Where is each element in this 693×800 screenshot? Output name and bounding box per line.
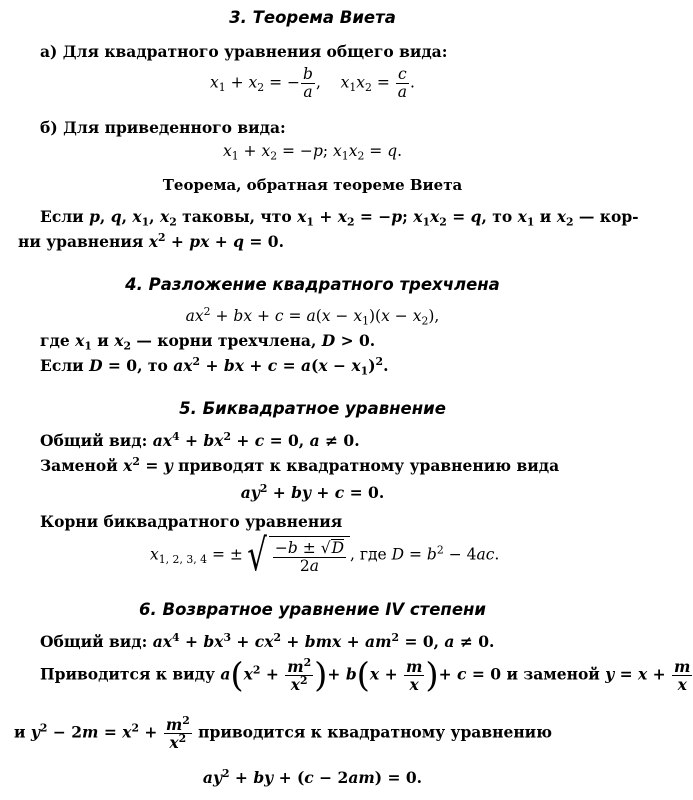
s3-b-text: б) Для приведенного вида: <box>40 118 286 137</box>
section-4-title: 4. Разложение квадратного трехчлена <box>125 275 500 294</box>
section-3-title: 3. Теорема Виета <box>229 8 396 27</box>
s4-formula-factor: $ax^2$ + bx + $c = a(x - x_1)(x - x_2)$, <box>185 305 440 328</box>
s5-quadratic-formula: $ay^2$ + by + c = 0. <box>240 482 385 502</box>
s6-final-formula: $ay^2$ + by + (c − 2am) = 0. <box>202 767 423 787</box>
s3-converse-line2: ни уравнения $x^2$ + px + q = 0. <box>18 231 284 251</box>
s5-roots-text: Корни биквадратного уравнения <box>40 512 343 531</box>
s4-line1: где $x_1$ и $x_2$ — корни трехчлена, D > 0. <box>40 331 376 353</box>
s3-converse-title: Теорема, обратная теореме Виета <box>162 176 463 194</box>
s5-general: Общий вид: $ax^4 + bx^2 + c = 0$, a ≠ 0. <box>40 430 360 450</box>
s5-roots-formula: $x_{1, 2, 3, 4}$ = ± √ $\frac{-b \pm √D}{2a}$ , где $D = b^2 - 4ac$. <box>150 529 500 581</box>
s6-reduce: Приводится к виду $a(x^2$ + $\frac{m^2}{x^2}$ )+ b(x + $\frac{m}{x}$ )+ c = 0 и заменой y = x + $\frac{m}{x}$ <box>40 655 691 696</box>
s5-substitution: Заменой $x^2 = y$ приводят к квадратному уравнению вида <box>40 455 560 475</box>
section-5-title: 5. Биквадратное уравнение <box>179 399 446 418</box>
section-6-title: 6. Возвратное уравнение IV степени <box>139 600 486 619</box>
s6-general: Общий вид: $ax^4 + bx^3 + cx^2$ + bmx + $am^2 = 0$, a ≠ 0. <box>40 631 495 651</box>
s3-formula-reduced: $x_1 + x_2 = -p$; $x_1x_2 = q$. <box>222 142 403 163</box>
s3-formula-general: $x_1 + x_2$ = − $\frac{b}{a}$ , $x_1x_2$ = $\frac{c}{a}$ . <box>210 65 415 102</box>
s4-line2: Если D = 0, то $ax^2$ + bx + $c = a(x - x_1)^2$. <box>40 355 389 378</box>
s6-and-line: и $y^2 - 2m = x^2$ + $\frac{m^2}{x^2}$ приводится к квадратному уравнению <box>14 714 553 753</box>
s3-a-text: а) Для квадратного уравнения общего вида: <box>40 42 448 61</box>
s3-converse-line1: Если p, q, $x_1$, $x_2$ таковы, что $x_1 + x_2 = -p$; $x_1x_2 = q$, то $x_1$ и $x_2$ — кор- <box>40 207 639 229</box>
